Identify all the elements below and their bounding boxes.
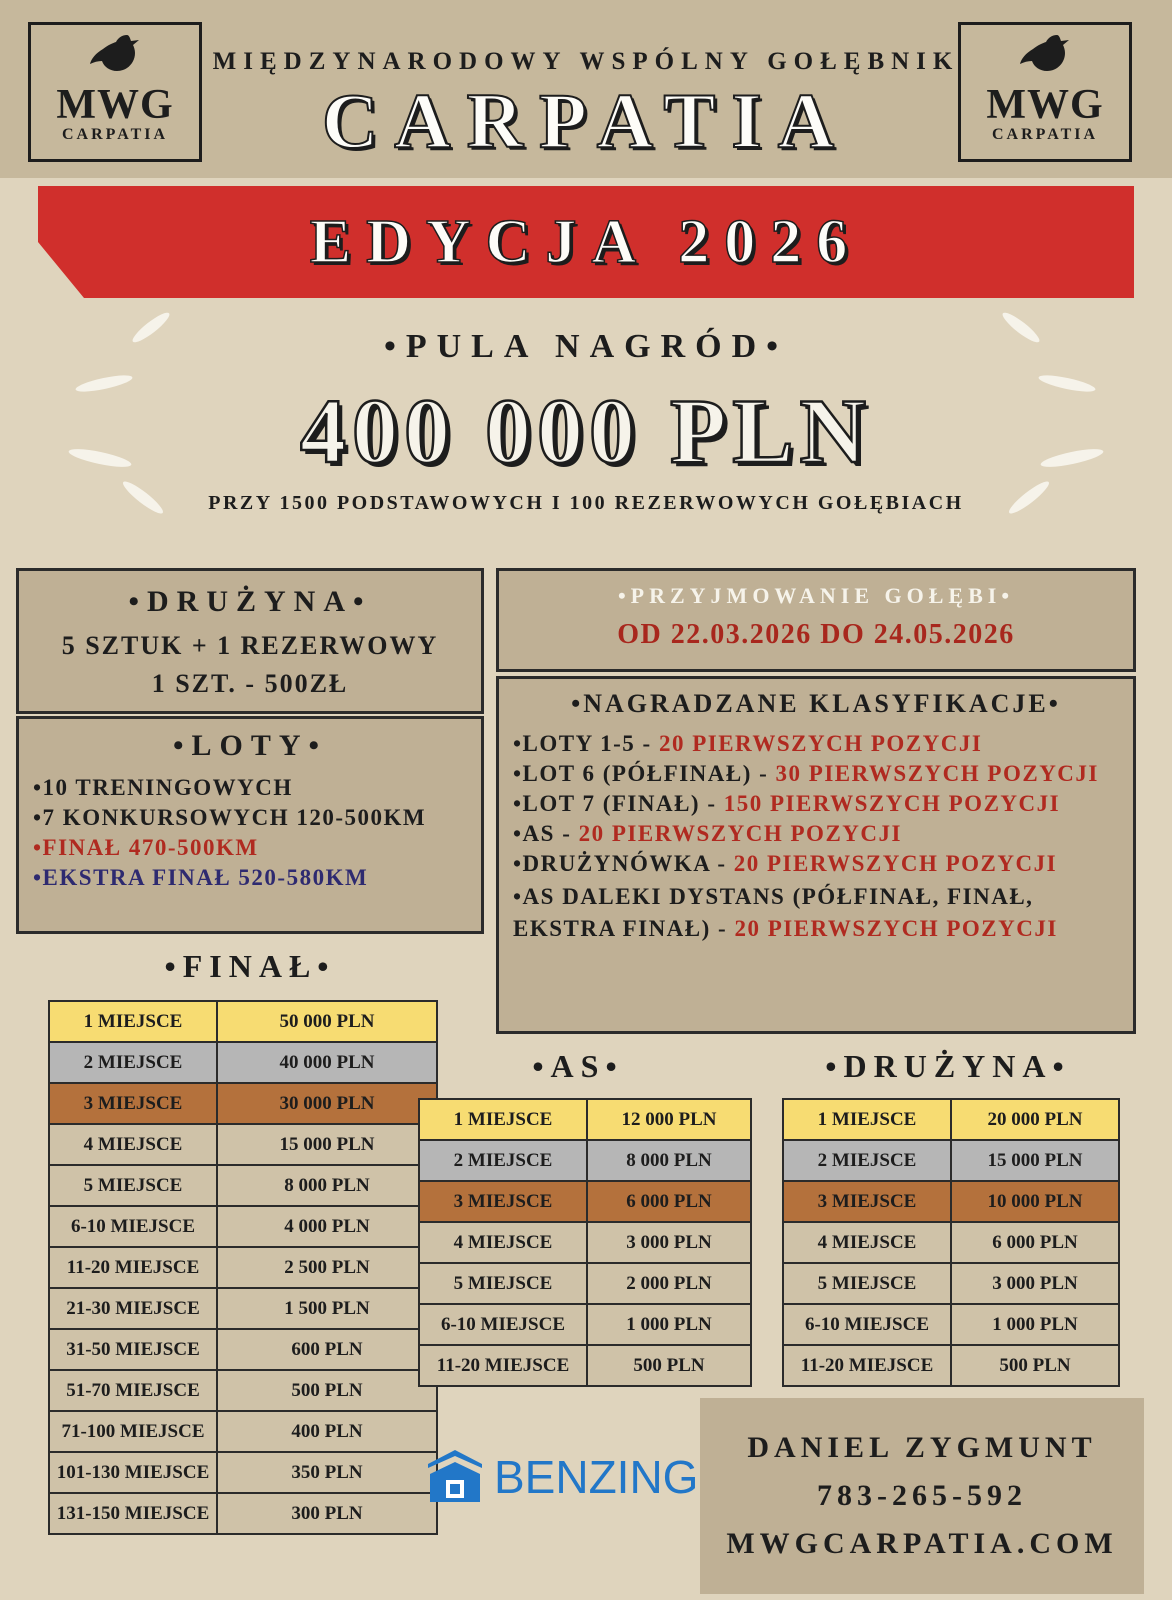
classification-label: •DRUŻYNÓWKA - (513, 851, 734, 876)
logo-left-name: MWG (56, 82, 174, 128)
place-cell: 6-10 MIEJSCE (49, 1206, 217, 1247)
prize-pool-amount: 400 000 PLN (300, 380, 872, 482)
classification-label: •LOT 6 (PÓŁFINAŁ) - (513, 761, 776, 786)
team-panel (16, 568, 484, 714)
place-cell: 6-10 MIEJSCE (419, 1304, 587, 1345)
logo-right-sub: CARPATIA (991, 126, 1099, 143)
place-cell: 1 MIEJSCE (49, 1001, 217, 1042)
prize-cell: 4 000 PLN (217, 1206, 437, 1247)
team-panel-line2: 1 SZT. - 500ZŁ (151, 669, 349, 698)
team-prize-table (782, 1098, 1120, 1387)
classification-label: •AS - (513, 821, 579, 846)
prize-cell: 2 000 PLN (587, 1263, 751, 1304)
table-row (783, 1140, 1119, 1181)
table-row (49, 1083, 437, 1124)
classification-value: 20 PIERWSZYCH POZYCJI (734, 916, 1058, 941)
table-row (49, 1124, 437, 1165)
place-cell: 5 MIEJSCE (49, 1165, 217, 1206)
table-row (49, 1206, 437, 1247)
prize-cell: 350 PLN (217, 1452, 437, 1493)
prize-cell: 15 000 PLN (951, 1140, 1119, 1181)
place-cell: 5 MIEJSCE (783, 1263, 951, 1304)
prize-cell: 500 PLN (951, 1345, 1119, 1386)
place-cell: 11-20 MIEJSCE (419, 1345, 587, 1386)
place-cell: 3 MIEJSCE (419, 1181, 587, 1222)
classifications-panel-title: •NAGRADZANE KLASYFIKACJE• (571, 689, 1061, 718)
classification-value: 150 PIERWSZYCH POZYCJI (723, 791, 1061, 816)
prize-cell: 500 PLN (587, 1345, 751, 1386)
contact-box (700, 1398, 1144, 1594)
prize-cell: 8 000 PLN (217, 1165, 437, 1206)
intake-dates: OD 22.03.2026 DO 24.05.2026 (617, 619, 1015, 650)
place-cell: 3 MIEJSCE (49, 1083, 217, 1124)
prize-cell: 40 000 PLN (217, 1042, 437, 1083)
prize-cell: 20 000 PLN (951, 1099, 1119, 1140)
place-cell: 51-70 MIEJSCE (49, 1370, 217, 1411)
page-title: CARPATIA (321, 77, 851, 164)
place-cell: 6-10 MIEJSCE (783, 1304, 951, 1345)
place-cell: 1 MIEJSCE (419, 1099, 587, 1140)
classification-label: •LOT 7 (FINAŁ) - (513, 791, 724, 816)
prize-cell: 300 PLN (217, 1493, 437, 1534)
prize-pool-note: PRZY 1500 PODSTAWOWYCH I 100 REZERWOWYCH GOŁĘBIACH (208, 492, 964, 514)
prize-cell: 12 000 PLN (587, 1099, 751, 1140)
table-row (419, 1345, 751, 1386)
table-row (49, 1329, 437, 1370)
table-row (49, 1001, 437, 1042)
flight-item: •FINAŁ 470-500KM (33, 835, 259, 860)
prize-cell: 50 000 PLN (217, 1001, 437, 1042)
prize-cell: 500 PLN (217, 1370, 437, 1411)
prize-cell: 8 000 PLN (587, 1140, 751, 1181)
table-row (783, 1099, 1119, 1140)
flight-item: •7 KONKURSOWYCH 120-500KM (33, 805, 427, 830)
flights-panel-title: •LOTY• (172, 729, 328, 762)
prize-pool-label: •PULA NAGRÓD• (383, 328, 789, 365)
classification-value: 20 PIERWSZYCH POZYCJI (578, 821, 902, 846)
intake-panel (496, 568, 1136, 672)
contact-website[interactable]: MWGCARPATIA.COM (726, 1527, 1118, 1560)
place-cell: 3 MIEJSCE (783, 1181, 951, 1222)
classification-value: 30 PIERWSZYCH POZYCJI (775, 761, 1099, 786)
classification-item (513, 761, 1119, 787)
prize-cell: 30 000 PLN (217, 1083, 437, 1124)
place-cell: 5 MIEJSCE (419, 1263, 587, 1304)
classifications-panel (496, 676, 1136, 1034)
prize-cell: 15 000 PLN (217, 1124, 437, 1165)
place-cell: 4 MIEJSCE (783, 1222, 951, 1263)
logo-right-name: MWG (986, 82, 1104, 128)
place-cell: 11-20 MIEJSCE (783, 1345, 951, 1386)
place-cell: 71-100 MIEJSCE (49, 1411, 217, 1452)
classification-label: •AS DALEKI DYSTANS (PÓŁFINAŁ, FINAŁ, EKSTRA FINAŁ) - (513, 884, 1034, 941)
as-table-title: •AS• (532, 1048, 624, 1084)
table-row (419, 1140, 751, 1181)
place-cell: 11-20 MIEJSCE (49, 1247, 217, 1288)
final-table-title: •FINAŁ• (164, 948, 336, 984)
header-subtitle: MIĘDZYNARODOWY WSPÓLNY GOŁĘBNIK (212, 48, 960, 75)
table-row (49, 1452, 437, 1493)
place-cell: 21-30 MIEJSCE (49, 1288, 217, 1329)
contact-name: DANIEL ZYGMUNT (747, 1431, 1097, 1464)
table-row (783, 1345, 1119, 1386)
table-row (419, 1222, 751, 1263)
table-row (49, 1247, 437, 1288)
team-panel-line1: 5 SZTUK + 1 REZERWOWY (61, 631, 439, 660)
prize-cell: 6 000 PLN (587, 1181, 751, 1222)
place-cell: 1 MIEJSCE (783, 1099, 951, 1140)
table-row (419, 1304, 751, 1345)
classification-item (513, 851, 1119, 877)
place-cell: 2 MIEJSCE (419, 1140, 587, 1181)
prize-cell: 600 PLN (217, 1329, 437, 1370)
place-cell: 31-50 MIEJSCE (49, 1329, 217, 1370)
prize-cell: 1 000 PLN (587, 1304, 751, 1345)
prize-cell: 400 PLN (217, 1411, 437, 1452)
team-table-title: •DRUŻYNA• (825, 1048, 1071, 1084)
intake-panel-title: •PRZYJMOWANIE GOŁĘBI• (617, 583, 1015, 608)
table-row (783, 1304, 1119, 1345)
place-cell: 2 MIEJSCE (783, 1140, 951, 1181)
place-cell: 101-130 MIEJSCE (49, 1452, 217, 1493)
logo-left-sub: CARPATIA (61, 126, 169, 143)
table-row (49, 1165, 437, 1206)
classification-item (513, 881, 1119, 945)
table-row (419, 1181, 751, 1222)
sponsor-logo (424, 1448, 698, 1506)
classification-item (513, 731, 1119, 757)
classification-label: •LOTY 1-5 - (513, 731, 659, 756)
prize-cell: 2 500 PLN (217, 1247, 437, 1288)
place-cell: 4 MIEJSCE (49, 1124, 217, 1165)
classification-value: 20 PIERWSZYCH POZYCJI (733, 851, 1058, 876)
benzing-logo-icon (424, 1448, 486, 1506)
table-row (783, 1181, 1119, 1222)
prize-cell: 3 000 PLN (587, 1222, 751, 1263)
classification-item (513, 821, 1119, 847)
classification-item (513, 791, 1119, 817)
prize-cell: 6 000 PLN (951, 1222, 1119, 1263)
prize-cell: 1 500 PLN (217, 1288, 437, 1329)
edition-banner-label: EDYCJA 2026 (309, 207, 863, 276)
final-prize-table (48, 1000, 438, 1535)
place-cell: 131-150 MIEJSCE (49, 1493, 217, 1534)
place-cell: 4 MIEJSCE (419, 1222, 587, 1263)
flight-item: •10 TRENINGOWYCH (33, 775, 293, 800)
table-row (49, 1411, 437, 1452)
table-row (419, 1263, 751, 1304)
table-row (49, 1370, 437, 1411)
contact-phone[interactable]: 783-265-592 (817, 1479, 1027, 1512)
prize-cell: 1 000 PLN (951, 1304, 1119, 1345)
prize-cell: 10 000 PLN (951, 1181, 1119, 1222)
place-cell: 2 MIEJSCE (49, 1042, 217, 1083)
table-row (49, 1288, 437, 1329)
table-row (419, 1099, 751, 1140)
as-prize-table (418, 1098, 752, 1387)
table-row (783, 1222, 1119, 1263)
table-row (49, 1042, 437, 1083)
sponsor-name: BENZING (494, 1451, 699, 1503)
flights-panel (16, 716, 484, 934)
table-row (783, 1263, 1119, 1304)
prize-cell: 3 000 PLN (951, 1263, 1119, 1304)
team-panel-title: •DRUŻYNA• (128, 585, 372, 618)
classification-value: 20 PIERWSZYCH POZYCJI (658, 731, 983, 756)
flight-item: •EKSTRA FINAŁ 520-580KM (33, 865, 369, 890)
table-row (49, 1493, 437, 1534)
